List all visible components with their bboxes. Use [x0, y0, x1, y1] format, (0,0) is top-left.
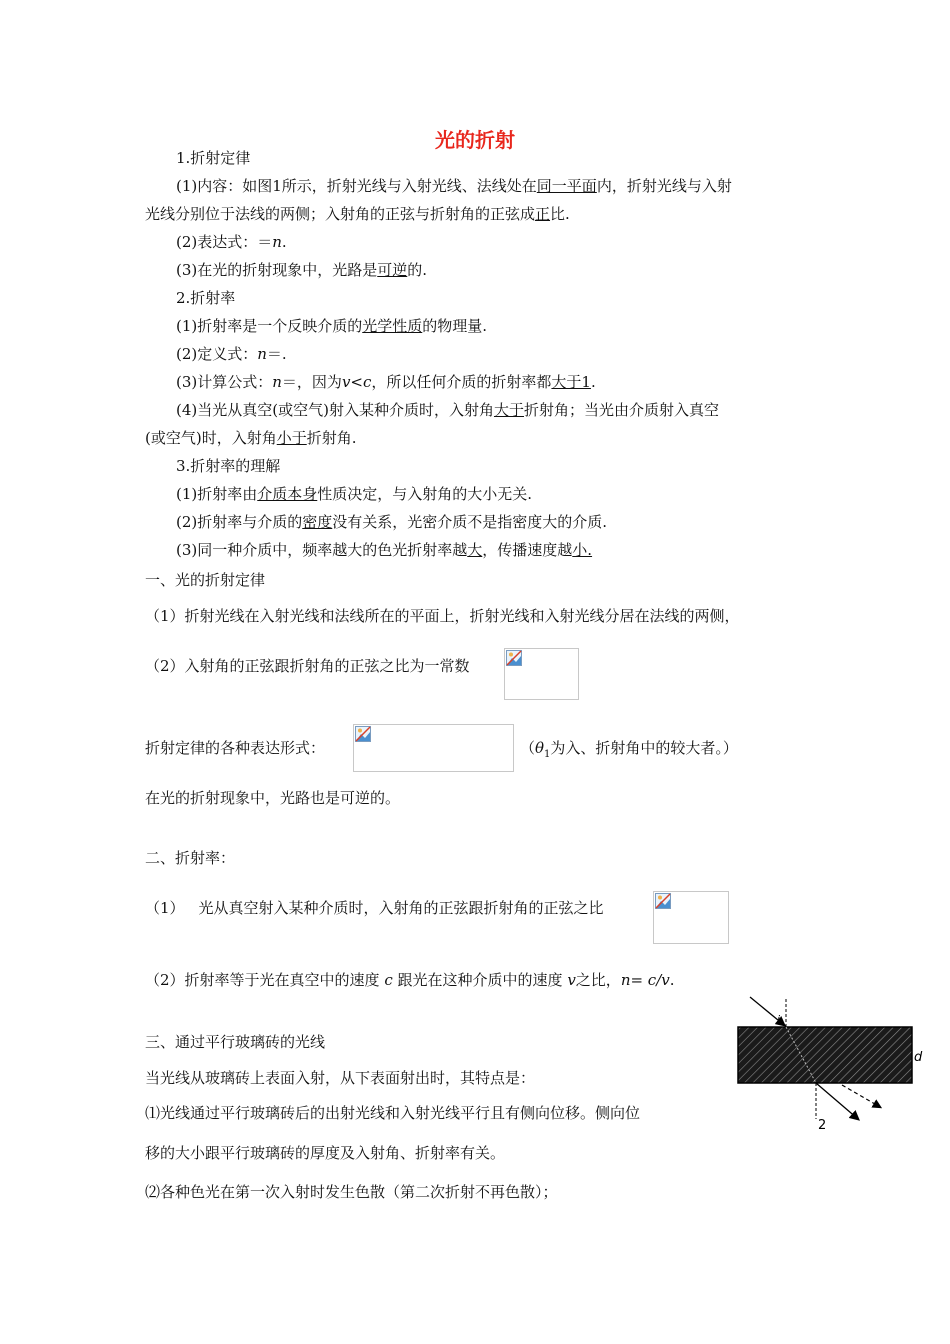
paragraph-angle-compare-1: (4)当光从真空(或空气)射入某种介质时，入射角大于折射角；当光由介质射入真空: [176, 401, 719, 419]
label-two: 2: [818, 1118, 827, 1133]
section-heading-understanding: 3.折射率的理解: [176, 457, 281, 475]
broken-image-icon: [355, 726, 371, 742]
paragraph-vacuum-ratio: （1） 光从真空射入某种介质时，入射角的正弦跟折射角的正弦之比: [145, 899, 604, 917]
glass-slab: [738, 1027, 912, 1083]
forms-image-placeholder: [353, 724, 514, 772]
paragraph-lateral-shift-2: 移的大小跟平行玻璃砖的厚度及入射角、折射率有关。: [145, 1144, 506, 1162]
part-heading-refraction-law: 一、光的折射定律: [145, 571, 266, 589]
paragraph-frequency: (3)同一种介质中，频率越大的色光折射率越大，传播速度越小.: [176, 541, 593, 559]
reference-ray: [842, 1085, 880, 1107]
ratio-image-placeholder: [653, 891, 729, 944]
emergent-ray: [816, 1083, 858, 1119]
glass-slab-svg: [730, 995, 930, 1135]
paragraph-law-content-1: (1)内容：如图1所示，折射光线与入射光线、法线处在同一平面内，折射光线与入射: [176, 177, 732, 195]
label-thickness: d: [914, 1050, 923, 1065]
formula-image-placeholder: [504, 648, 579, 700]
page-title: 光的折射: [435, 128, 515, 152]
paragraph-definition: (2)定义式：n＝.: [176, 345, 287, 363]
paragraph-density: (2)折射率与介质的密度没有关系，光密介质不是指密度大的介质.: [176, 513, 608, 531]
paragraph-expression: (2)表达式：＝n.: [176, 233, 287, 251]
part-heading-glass-slab: 三、通过平行玻璃砖的光线: [145, 1033, 326, 1051]
broken-image-icon: [655, 893, 671, 909]
paragraph-formula: (3)计算公式：n＝，因为v<c，所以任何介质的折射率都大于1.: [176, 373, 596, 391]
paragraph-sine-ratio: （2）入射角的正弦跟折射角的正弦之比为一常数: [145, 657, 470, 675]
broken-image-icon: [506, 650, 522, 666]
paragraph-plane: （1）折射光线在入射光线和法线所在的平面上，折射光线和入射光线分居在法线的两侧，: [145, 607, 740, 625]
paragraph-path-reversible: 在光的折射现象中，光路也是可逆的。: [145, 789, 401, 807]
paragraph-speed-ratio: （2）折射率等于光在真空中的速度 c 跟光在这种介质中的速度 v之比，n= c/v.: [145, 971, 675, 989]
paragraph-theta-note: （$\theta_1$为入、折射角中的较大者。）: [520, 739, 738, 760]
paragraph-index-property: (1)折射率是一个反映介质的光学性质的物理量.: [176, 317, 488, 335]
part-heading-index: 二、折射率：: [145, 849, 236, 867]
glass-slab-diagram: [730, 995, 930, 1135]
paragraph-lateral-shift-1: ⑴光线通过平行玻璃砖后的出射光线和入射光线平行且有侧向位移。侧向位: [145, 1104, 641, 1122]
label-incident-angle: i: [777, 1013, 781, 1026]
paragraph-law-content-2: 光线分别位于法线的两侧；入射角的正弦与折射角的正弦成正比.: [145, 205, 570, 223]
section-heading-refractive-index: 2.折射率: [176, 289, 236, 307]
paragraph-angle-compare-2: (或空气)时，入射角小于折射角.: [145, 429, 357, 447]
paragraph-forms-label: 折射定律的各种表达形式：: [145, 739, 326, 757]
paragraph-dispersion: ⑵各种色光在第一次入射时发生色散（第二次折射不再色散）；: [145, 1183, 558, 1201]
paragraph-medium-determined: (1)折射率由介质本身性质决定，与入射角的大小无关.: [176, 485, 533, 503]
paragraph-slab-intro: 当光线从玻璃砖上表面入射，从下表面射出时，其特点是：: [145, 1069, 536, 1087]
paragraph-reversible: (3)在光的折射现象中，光路是可逆的.: [176, 261, 428, 279]
section-heading-refraction-law: 1.折射定律: [176, 149, 251, 167]
